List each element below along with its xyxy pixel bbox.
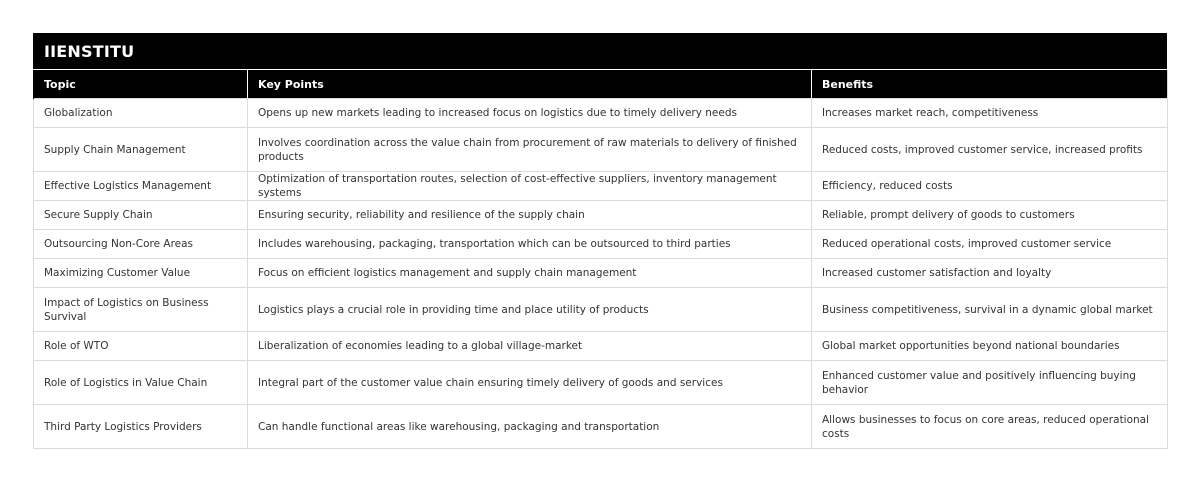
cell-key-points: Focus on efficient logistics management and supply chain management bbox=[248, 259, 812, 288]
cell-benefits: Reduced operational costs, improved customer service bbox=[812, 230, 1168, 259]
cell-topic: Role of WTO bbox=[34, 332, 248, 361]
cell-benefits: Business competitiveness, survival in a dynamic global market bbox=[812, 288, 1168, 332]
column-header-benefits: Benefits bbox=[812, 70, 1168, 99]
cell-key-points: Optimization of transportation routes, selection of cost-effective suppliers, inventory management systems bbox=[248, 172, 812, 201]
table-row bbox=[34, 99, 1168, 128]
cell-topic: Third Party Logistics Providers bbox=[34, 405, 248, 449]
cell-benefits: Enhanced customer value and positively influencing buying behavior bbox=[812, 361, 1168, 405]
cell-key-points: Opens up new markets leading to increased focus on logistics due to timely delivery needs bbox=[248, 99, 812, 128]
cell-key-points: Liberalization of economies leading to a global village-market bbox=[248, 332, 812, 361]
table-row bbox=[34, 128, 1168, 172]
cell-benefits: Reduced costs, improved customer service, increased profits bbox=[812, 128, 1168, 172]
cell-topic: Role of Logistics in Value Chain bbox=[34, 361, 248, 405]
table-row bbox=[34, 361, 1168, 405]
cell-topic: Maximizing Customer Value bbox=[34, 259, 248, 288]
table-container bbox=[33, 33, 1167, 449]
cell-topic: Supply Chain Management bbox=[34, 128, 248, 172]
brand-title: IIENSTITU bbox=[44, 41, 135, 61]
table-row bbox=[34, 405, 1168, 449]
table-row bbox=[34, 172, 1168, 201]
table-row bbox=[34, 201, 1168, 230]
column-header-topic: Topic bbox=[34, 70, 248, 99]
cell-topic: Impact of Logistics on Business Survival bbox=[34, 288, 248, 332]
cell-topic: Effective Logistics Management bbox=[34, 172, 248, 201]
table-row bbox=[34, 230, 1168, 259]
column-header-key-points: Key Points bbox=[248, 70, 812, 99]
cell-key-points: Ensuring security, reliability and resilience of the supply chain bbox=[248, 201, 812, 230]
cell-key-points: Logistics plays a crucial role in providing time and place utility of products bbox=[248, 288, 812, 332]
table-row bbox=[34, 288, 1168, 332]
cell-key-points: Integral part of the customer value chain ensuring timely delivery of goods and services bbox=[248, 361, 812, 405]
cell-key-points: Includes warehousing, packaging, transportation which can be outsourced to third parties bbox=[248, 230, 812, 259]
cell-benefits: Efficiency, reduced costs bbox=[812, 172, 1168, 201]
cell-topic: Globalization bbox=[34, 99, 248, 128]
table-row bbox=[34, 332, 1168, 361]
cell-topic: Secure Supply Chain bbox=[34, 201, 248, 230]
cell-topic: Outsourcing Non-Core Areas bbox=[34, 230, 248, 259]
logistics-table bbox=[33, 69, 1168, 449]
header-row bbox=[34, 70, 1168, 99]
cell-key-points: Can handle functional areas like warehousing, packaging and transportation bbox=[248, 405, 812, 449]
table-header bbox=[34, 70, 1168, 99]
cell-benefits: Global market opportunities beyond national boundaries bbox=[812, 332, 1168, 361]
table-body bbox=[34, 99, 1168, 449]
cell-benefits: Increases market reach, competitiveness bbox=[812, 99, 1168, 128]
cell-benefits: Allows businesses to focus on core areas, reduced operational costs bbox=[812, 405, 1168, 449]
cell-key-points: Involves coordination across the value chain from procurement of raw materials to delivery of finished products bbox=[248, 128, 812, 172]
table-row bbox=[34, 259, 1168, 288]
brand-header bbox=[33, 33, 1167, 69]
cell-benefits: Increased customer satisfaction and loyalty bbox=[812, 259, 1168, 288]
cell-benefits: Reliable, prompt delivery of goods to customers bbox=[812, 201, 1168, 230]
